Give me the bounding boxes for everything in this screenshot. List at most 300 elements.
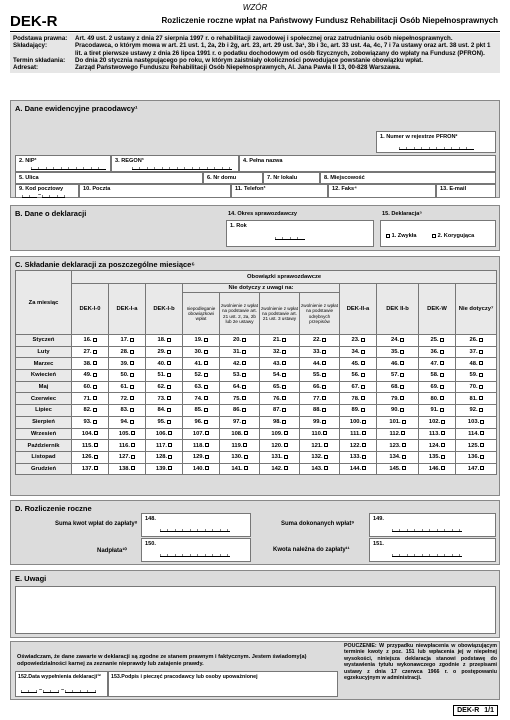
regon-field[interactable] bbox=[111, 155, 239, 172]
month-checkbox-cell[interactable] bbox=[419, 416, 456, 428]
checkbox[interactable] bbox=[284, 455, 288, 459]
month-checkbox-cell[interactable] bbox=[146, 335, 183, 347]
month-checkbox-cell[interactable] bbox=[109, 381, 146, 393]
month-checkbox-cell[interactable] bbox=[377, 451, 419, 463]
checkbox[interactable] bbox=[167, 420, 171, 424]
month-checkbox-cell[interactable] bbox=[146, 358, 183, 370]
month-checkbox-cell[interactable] bbox=[220, 463, 260, 475]
month-checkbox-cell[interactable] bbox=[146, 451, 183, 463]
checkbox[interactable] bbox=[242, 396, 246, 400]
checkbox[interactable] bbox=[130, 420, 134, 424]
signature-field[interactable] bbox=[108, 671, 338, 697]
checkbox[interactable] bbox=[479, 361, 483, 365]
nip-field[interactable] bbox=[15, 155, 111, 172]
month-checkbox-cell[interactable] bbox=[183, 335, 220, 347]
option-corrective-checkbox[interactable] bbox=[432, 234, 436, 238]
checkbox[interactable] bbox=[402, 443, 406, 447]
month-checkbox-cell[interactable] bbox=[377, 416, 419, 428]
checkbox[interactable] bbox=[322, 420, 326, 424]
month-checkbox-cell[interactable] bbox=[377, 346, 419, 358]
month-checkbox-cell[interactable] bbox=[419, 463, 456, 475]
month-checkbox-cell[interactable] bbox=[377, 358, 419, 370]
checkbox[interactable] bbox=[93, 373, 97, 377]
month-checkbox-cell[interactable] bbox=[183, 451, 220, 463]
checkbox[interactable] bbox=[243, 443, 247, 447]
checkbox[interactable] bbox=[94, 431, 98, 435]
checkbox[interactable] bbox=[93, 361, 97, 365]
checkbox[interactable] bbox=[361, 385, 365, 389]
checkbox[interactable] bbox=[362, 455, 366, 459]
checkbox[interactable] bbox=[440, 338, 444, 342]
checkbox[interactable] bbox=[362, 431, 366, 435]
month-checkbox-cell[interactable] bbox=[377, 463, 419, 475]
month-checkbox-cell[interactable] bbox=[220, 416, 260, 428]
checkbox[interactable] bbox=[167, 373, 171, 377]
month-checkbox-cell[interactable] bbox=[456, 393, 497, 405]
city-field[interactable] bbox=[320, 172, 496, 184]
checkbox[interactable] bbox=[480, 420, 484, 424]
checkbox[interactable] bbox=[322, 385, 326, 389]
month-checkbox-cell[interactable] bbox=[72, 416, 109, 428]
month-checkbox-cell[interactable] bbox=[300, 405, 340, 417]
checkbox[interactable] bbox=[205, 431, 209, 435]
checkbox[interactable] bbox=[204, 420, 208, 424]
checkbox[interactable] bbox=[94, 455, 98, 459]
month-checkbox-cell[interactable] bbox=[340, 416, 377, 428]
checkbox[interactable] bbox=[362, 420, 366, 424]
month-checkbox-cell[interactable] bbox=[456, 370, 497, 382]
cell-number: 35. bbox=[390, 349, 400, 356]
checkbox[interactable] bbox=[94, 466, 98, 470]
month-checkbox-cell[interactable] bbox=[109, 346, 146, 358]
month-checkbox-cell[interactable] bbox=[260, 428, 300, 440]
checkbox[interactable] bbox=[242, 420, 246, 424]
checkbox[interactable] bbox=[362, 466, 366, 470]
month-checkbox-cell[interactable] bbox=[109, 393, 146, 405]
month-checkbox-cell[interactable] bbox=[300, 346, 340, 358]
month-checkbox-cell[interactable] bbox=[109, 440, 146, 452]
month-checkbox-cell[interactable] bbox=[146, 405, 183, 417]
month-checkbox-cell[interactable] bbox=[260, 440, 300, 452]
checkbox[interactable] bbox=[282, 385, 286, 389]
checkbox[interactable] bbox=[480, 455, 484, 459]
checkbox[interactable] bbox=[440, 408, 444, 412]
checkbox[interactable] bbox=[204, 350, 208, 354]
month-checkbox-cell[interactable] bbox=[456, 405, 497, 417]
month-checkbox-cell[interactable] bbox=[419, 358, 456, 370]
month-checkbox-cell[interactable] bbox=[340, 370, 377, 382]
legal-value: Pracodawca, o którym mowa w art. 21 ust. 1, 2a, 2b i 2g, art. 23, art. 29 ust. 3a¹, 3b i 3c, art. 33 ust. 4a, 4c, 7 i 7a ustawy oraz art. 38 ust. 2 pkt 1 lit. a tiret pierwsze ustawy z dnia 26 lipca 1991 r. o podatku dochodowym od osób fizycznych, zobowiązany do wpłaty na Fundusz (PFRON). bbox=[75, 42, 491, 57]
checkbox[interactable] bbox=[131, 466, 135, 470]
month-checkbox-cell[interactable] bbox=[72, 335, 109, 347]
checkbox[interactable] bbox=[168, 431, 172, 435]
checkbox[interactable] bbox=[322, 338, 326, 342]
checkbox[interactable] bbox=[322, 396, 326, 400]
table-row bbox=[16, 393, 497, 405]
checkbox[interactable] bbox=[401, 431, 405, 435]
month-checkbox-cell[interactable] bbox=[183, 428, 220, 440]
month-checkbox-cell[interactable] bbox=[72, 393, 109, 405]
month-checkbox-cell[interactable] bbox=[419, 381, 456, 393]
checkbox[interactable] bbox=[93, 338, 97, 342]
month-checkbox-cell[interactable] bbox=[183, 440, 220, 452]
month-checkbox-cell[interactable] bbox=[72, 346, 109, 358]
checkbox[interactable] bbox=[441, 455, 445, 459]
month-checkbox-cell[interactable] bbox=[72, 440, 109, 452]
month-checkbox-cell[interactable] bbox=[183, 405, 220, 417]
month-checkbox-cell[interactable] bbox=[183, 393, 220, 405]
month-checkbox-cell[interactable] bbox=[72, 463, 109, 475]
month-checkbox-cell[interactable] bbox=[260, 335, 300, 347]
checkbox[interactable] bbox=[400, 373, 404, 377]
checkbox[interactable] bbox=[167, 385, 171, 389]
cell-number: 50. bbox=[120, 372, 129, 379]
checkbox[interactable] bbox=[402, 466, 406, 470]
month-checkbox-cell[interactable] bbox=[340, 405, 377, 417]
checkbox[interactable] bbox=[282, 420, 286, 424]
option-corrective[interactable] bbox=[431, 233, 474, 239]
month-checkbox-cell[interactable] bbox=[456, 381, 497, 393]
month-checkbox-cell[interactable] bbox=[419, 370, 456, 382]
checkbox[interactable] bbox=[441, 431, 445, 435]
checkbox[interactable] bbox=[322, 361, 326, 365]
month-checkbox-cell[interactable] bbox=[456, 463, 497, 475]
checkbox[interactable] bbox=[282, 408, 286, 412]
month-checkbox-cell[interactable] bbox=[456, 416, 497, 428]
month-checkbox-cell[interactable] bbox=[456, 428, 497, 440]
pfron-number-field[interactable] bbox=[376, 131, 496, 153]
checkbox[interactable] bbox=[244, 466, 248, 470]
checkbox[interactable] bbox=[480, 431, 484, 435]
month-checkbox-cell[interactable] bbox=[260, 451, 300, 463]
checkbox[interactable] bbox=[205, 466, 209, 470]
checkbox[interactable] bbox=[205, 443, 209, 447]
checkbox[interactable] bbox=[242, 361, 246, 365]
month-checkbox-cell[interactable] bbox=[220, 451, 260, 463]
month-checkbox-cell[interactable] bbox=[220, 393, 260, 405]
checkbox[interactable] bbox=[244, 455, 248, 459]
month-checkbox-cell[interactable] bbox=[419, 335, 456, 347]
checkbox[interactable] bbox=[400, 385, 404, 389]
checkbox[interactable] bbox=[205, 455, 209, 459]
checkbox[interactable] bbox=[93, 396, 97, 400]
checkbox[interactable] bbox=[242, 385, 246, 389]
checkbox[interactable] bbox=[322, 408, 326, 412]
legal-value: Zarząd Państwowego Funduszu Rehabilitacji Osób Niepełnosprawnych, Al. Jana Pawła II 13, 00-828 Warszawa. bbox=[75, 64, 401, 72]
month-checkbox-cell[interactable] bbox=[109, 335, 146, 347]
checkbox[interactable] bbox=[242, 373, 246, 377]
checkbox[interactable] bbox=[440, 385, 444, 389]
month-checkbox-cell[interactable] bbox=[183, 358, 220, 370]
checkbox[interactable] bbox=[479, 338, 483, 342]
month-checkbox-cell[interactable] bbox=[260, 346, 300, 358]
checkbox[interactable] bbox=[284, 466, 288, 470]
checkbox[interactable] bbox=[324, 443, 328, 447]
month-checkbox-cell[interactable] bbox=[109, 370, 146, 382]
month-checkbox-cell[interactable] bbox=[183, 463, 220, 475]
month-checkbox-cell[interactable] bbox=[377, 405, 419, 417]
month-checkbox-cell[interactable] bbox=[109, 463, 146, 475]
month-checkbox-cell[interactable] bbox=[419, 346, 456, 358]
checkbox[interactable] bbox=[479, 385, 483, 389]
apartment-number-field[interactable] bbox=[263, 172, 320, 184]
checkbox[interactable] bbox=[130, 385, 134, 389]
checkbox[interactable] bbox=[400, 396, 404, 400]
checkbox[interactable] bbox=[130, 373, 134, 377]
month-checkbox-cell[interactable] bbox=[260, 358, 300, 370]
month-checkbox-cell[interactable] bbox=[72, 451, 109, 463]
checkbox[interactable] bbox=[440, 396, 444, 400]
month-checkbox-cell[interactable] bbox=[300, 370, 340, 382]
checkbox[interactable] bbox=[361, 396, 365, 400]
fax-field[interactable] bbox=[328, 184, 436, 198]
checkbox[interactable] bbox=[242, 338, 246, 342]
checkbox[interactable] bbox=[167, 350, 171, 354]
overpayment-field[interactable] bbox=[141, 538, 251, 562]
checkbox[interactable] bbox=[93, 408, 97, 412]
cell-number: 68. bbox=[390, 384, 400, 391]
checkbox[interactable] bbox=[479, 396, 483, 400]
month-checkbox-cell[interactable] bbox=[146, 393, 183, 405]
checkbox[interactable] bbox=[480, 466, 484, 470]
month-checkbox-cell[interactable] bbox=[340, 381, 377, 393]
checkbox[interactable] bbox=[440, 373, 444, 377]
street-field[interactable] bbox=[15, 172, 203, 184]
month-checkbox-cell[interactable] bbox=[260, 381, 300, 393]
month-checkbox-cell[interactable] bbox=[377, 428, 419, 440]
month-checkbox-cell[interactable] bbox=[419, 428, 456, 440]
month-checkbox-cell[interactable] bbox=[300, 440, 340, 452]
option-normal-checkbox[interactable] bbox=[386, 234, 390, 238]
checkbox[interactable] bbox=[441, 443, 445, 447]
month-checkbox-cell[interactable] bbox=[300, 451, 340, 463]
checkbox[interactable] bbox=[400, 408, 404, 412]
checkbox[interactable] bbox=[284, 431, 288, 435]
month-checkbox-cell[interactable] bbox=[220, 405, 260, 417]
post-office-field[interactable] bbox=[79, 184, 231, 198]
checkbox[interactable] bbox=[361, 373, 365, 377]
month-checkbox-cell[interactable] bbox=[377, 370, 419, 382]
month-checkbox-cell[interactable] bbox=[146, 346, 183, 358]
month-checkbox-cell[interactable] bbox=[72, 428, 109, 440]
full-name-field[interactable] bbox=[239, 155, 496, 172]
checkbox[interactable] bbox=[93, 420, 97, 424]
month-checkbox-cell[interactable] bbox=[109, 428, 146, 440]
month-checkbox-cell[interactable] bbox=[220, 428, 260, 440]
month-checkbox-cell[interactable] bbox=[220, 346, 260, 358]
month-checkbox-cell[interactable] bbox=[419, 393, 456, 405]
month-checkbox-cell[interactable] bbox=[300, 335, 340, 347]
checkbox[interactable] bbox=[400, 338, 404, 342]
checkbox[interactable] bbox=[282, 373, 286, 377]
month-checkbox-cell[interactable] bbox=[183, 346, 220, 358]
checkbox[interactable] bbox=[284, 443, 288, 447]
phone-field[interactable] bbox=[231, 184, 328, 198]
month-checkbox-cell[interactable] bbox=[300, 393, 340, 405]
month-checkbox-cell[interactable] bbox=[340, 393, 377, 405]
checkbox[interactable] bbox=[94, 443, 98, 447]
month-checkbox-cell[interactable] bbox=[260, 463, 300, 475]
month-checkbox-cell[interactable] bbox=[260, 370, 300, 382]
month-checkbox-cell[interactable] bbox=[109, 451, 146, 463]
checkbox[interactable] bbox=[479, 408, 483, 412]
month-checkbox-cell[interactable] bbox=[109, 358, 146, 370]
checkbox[interactable] bbox=[204, 396, 208, 400]
month-checkbox-cell[interactable] bbox=[340, 428, 377, 440]
month-checkbox-cell[interactable] bbox=[456, 451, 497, 463]
checkbox[interactable] bbox=[282, 361, 286, 365]
checkbox[interactable] bbox=[168, 466, 172, 470]
checkbox[interactable] bbox=[242, 350, 246, 354]
checkbox[interactable] bbox=[402, 420, 406, 424]
checkbox[interactable] bbox=[167, 338, 171, 342]
checkbox[interactable] bbox=[204, 361, 208, 365]
month-checkbox-cell[interactable] bbox=[300, 428, 340, 440]
total-due-field[interactable] bbox=[141, 513, 251, 537]
checkbox[interactable] bbox=[131, 443, 135, 447]
checkbox[interactable] bbox=[93, 350, 97, 354]
month-checkbox-cell[interactable] bbox=[220, 370, 260, 382]
option-normal[interactable] bbox=[385, 233, 416, 239]
checkbox[interactable] bbox=[361, 361, 365, 365]
month-checkbox-cell[interactable] bbox=[146, 463, 183, 475]
checkbox[interactable] bbox=[400, 350, 404, 354]
checkbox[interactable] bbox=[400, 361, 404, 365]
checkbox[interactable] bbox=[440, 361, 444, 365]
month-checkbox-cell[interactable] bbox=[419, 405, 456, 417]
checkbox[interactable] bbox=[361, 338, 365, 342]
month-checkbox-cell[interactable] bbox=[183, 416, 220, 428]
checkbox[interactable] bbox=[130, 408, 134, 412]
checkbox[interactable] bbox=[204, 373, 208, 377]
cell-number: 87. bbox=[272, 407, 282, 414]
month-checkbox-cell[interactable] bbox=[419, 451, 456, 463]
cell-number: 21. bbox=[272, 337, 282, 344]
checkbox[interactable] bbox=[441, 466, 445, 470]
checkbox[interactable] bbox=[322, 350, 326, 354]
month-checkbox-cell[interactable] bbox=[377, 440, 419, 452]
checkbox[interactable] bbox=[282, 338, 286, 342]
month-checkbox-cell[interactable] bbox=[146, 381, 183, 393]
month-checkbox-cell[interactable] bbox=[109, 405, 146, 417]
checkbox[interactable] bbox=[204, 385, 208, 389]
checkbox[interactable] bbox=[479, 350, 483, 354]
month-checkbox-cell[interactable] bbox=[300, 381, 340, 393]
checkbox[interactable] bbox=[93, 385, 97, 389]
checkbox[interactable] bbox=[130, 361, 134, 365]
checkbox[interactable] bbox=[130, 350, 134, 354]
month-checkbox-cell[interactable] bbox=[72, 358, 109, 370]
month-checkbox-cell[interactable] bbox=[300, 463, 340, 475]
month-checkbox-cell[interactable] bbox=[260, 405, 300, 417]
checkbox[interactable] bbox=[322, 373, 326, 377]
email-field[interactable] bbox=[436, 184, 496, 198]
month-checkbox-cell[interactable] bbox=[72, 405, 109, 417]
month-checkbox-cell[interactable] bbox=[340, 451, 377, 463]
checkbox[interactable] bbox=[167, 396, 171, 400]
month-checkbox-cell[interactable] bbox=[109, 416, 146, 428]
checkbox[interactable] bbox=[479, 373, 483, 377]
month-checkbox-cell[interactable] bbox=[220, 335, 260, 347]
checkbox[interactable] bbox=[168, 443, 172, 447]
checkbox[interactable] bbox=[131, 455, 135, 459]
month-checkbox-cell[interactable] bbox=[220, 381, 260, 393]
remarks-field[interactable] bbox=[15, 586, 496, 634]
checkbox[interactable] bbox=[402, 455, 406, 459]
month-checkbox-cell[interactable] bbox=[419, 440, 456, 452]
year-field[interactable] bbox=[226, 220, 374, 247]
checkbox[interactable] bbox=[130, 338, 134, 342]
checkbox[interactable] bbox=[282, 396, 286, 400]
month-checkbox-cell[interactable] bbox=[340, 440, 377, 452]
month-checkbox-cell[interactable] bbox=[146, 428, 183, 440]
month-checkbox-cell[interactable] bbox=[340, 358, 377, 370]
checkbox[interactable] bbox=[323, 431, 327, 435]
section-c bbox=[10, 256, 500, 496]
checkbox[interactable] bbox=[130, 396, 134, 400]
month-checkbox-cell[interactable] bbox=[340, 335, 377, 347]
month-checkbox-cell[interactable] bbox=[456, 440, 497, 452]
checkbox[interactable] bbox=[204, 338, 208, 342]
checkbox[interactable] bbox=[244, 431, 248, 435]
checkbox[interactable] bbox=[324, 466, 328, 470]
checkbox[interactable] bbox=[168, 455, 172, 459]
month-checkbox-cell[interactable] bbox=[300, 416, 340, 428]
month-checkbox-cell[interactable] bbox=[456, 358, 497, 370]
checkbox[interactable] bbox=[204, 408, 208, 412]
month-checkbox-cell[interactable] bbox=[146, 370, 183, 382]
checkbox[interactable] bbox=[282, 350, 286, 354]
cell-number: 52. bbox=[194, 372, 203, 379]
checkbox[interactable] bbox=[361, 350, 365, 354]
month-checkbox-cell[interactable] bbox=[340, 346, 377, 358]
month-checkbox-cell[interactable] bbox=[220, 440, 260, 452]
total-paid-field[interactable] bbox=[369, 513, 496, 537]
month-checkbox-cell[interactable] bbox=[260, 393, 300, 405]
checkbox[interactable] bbox=[167, 408, 171, 412]
month-checkbox-cell[interactable] bbox=[300, 358, 340, 370]
house-number-field[interactable] bbox=[203, 172, 263, 184]
month-checkbox-cell[interactable] bbox=[146, 416, 183, 428]
month-checkbox-cell[interactable] bbox=[72, 370, 109, 382]
checkbox[interactable] bbox=[440, 350, 444, 354]
checkbox[interactable] bbox=[324, 455, 328, 459]
postal-code-field[interactable] bbox=[15, 184, 79, 198]
checkbox[interactable] bbox=[441, 420, 445, 424]
amount-payable-field[interactable] bbox=[369, 538, 496, 562]
month-checkbox-cell[interactable] bbox=[456, 335, 497, 347]
month-checkbox-cell[interactable] bbox=[183, 370, 220, 382]
month-checkbox-cell[interactable] bbox=[260, 416, 300, 428]
month-checkbox-cell[interactable] bbox=[377, 393, 419, 405]
fill-date-field[interactable]: 152.Data wypełnienia deklaracji¹² – – bbox=[15, 671, 108, 697]
month-checkbox-cell[interactable] bbox=[340, 463, 377, 475]
month-checkbox-cell[interactable] bbox=[377, 381, 419, 393]
month-checkbox-cell[interactable] bbox=[183, 381, 220, 393]
month-checkbox-cell[interactable] bbox=[146, 440, 183, 452]
checkbox[interactable] bbox=[167, 361, 171, 365]
month-checkbox-cell[interactable] bbox=[220, 358, 260, 370]
month-checkbox-cell[interactable] bbox=[377, 335, 419, 347]
checkbox[interactable] bbox=[131, 431, 135, 435]
checkbox[interactable] bbox=[361, 408, 365, 412]
month-checkbox-cell[interactable] bbox=[456, 346, 497, 358]
checkbox[interactable] bbox=[242, 408, 246, 412]
year-combs bbox=[275, 235, 305, 240]
checkbox[interactable] bbox=[480, 443, 484, 447]
month-checkbox-cell[interactable] bbox=[72, 381, 109, 393]
checkbox[interactable] bbox=[362, 443, 366, 447]
